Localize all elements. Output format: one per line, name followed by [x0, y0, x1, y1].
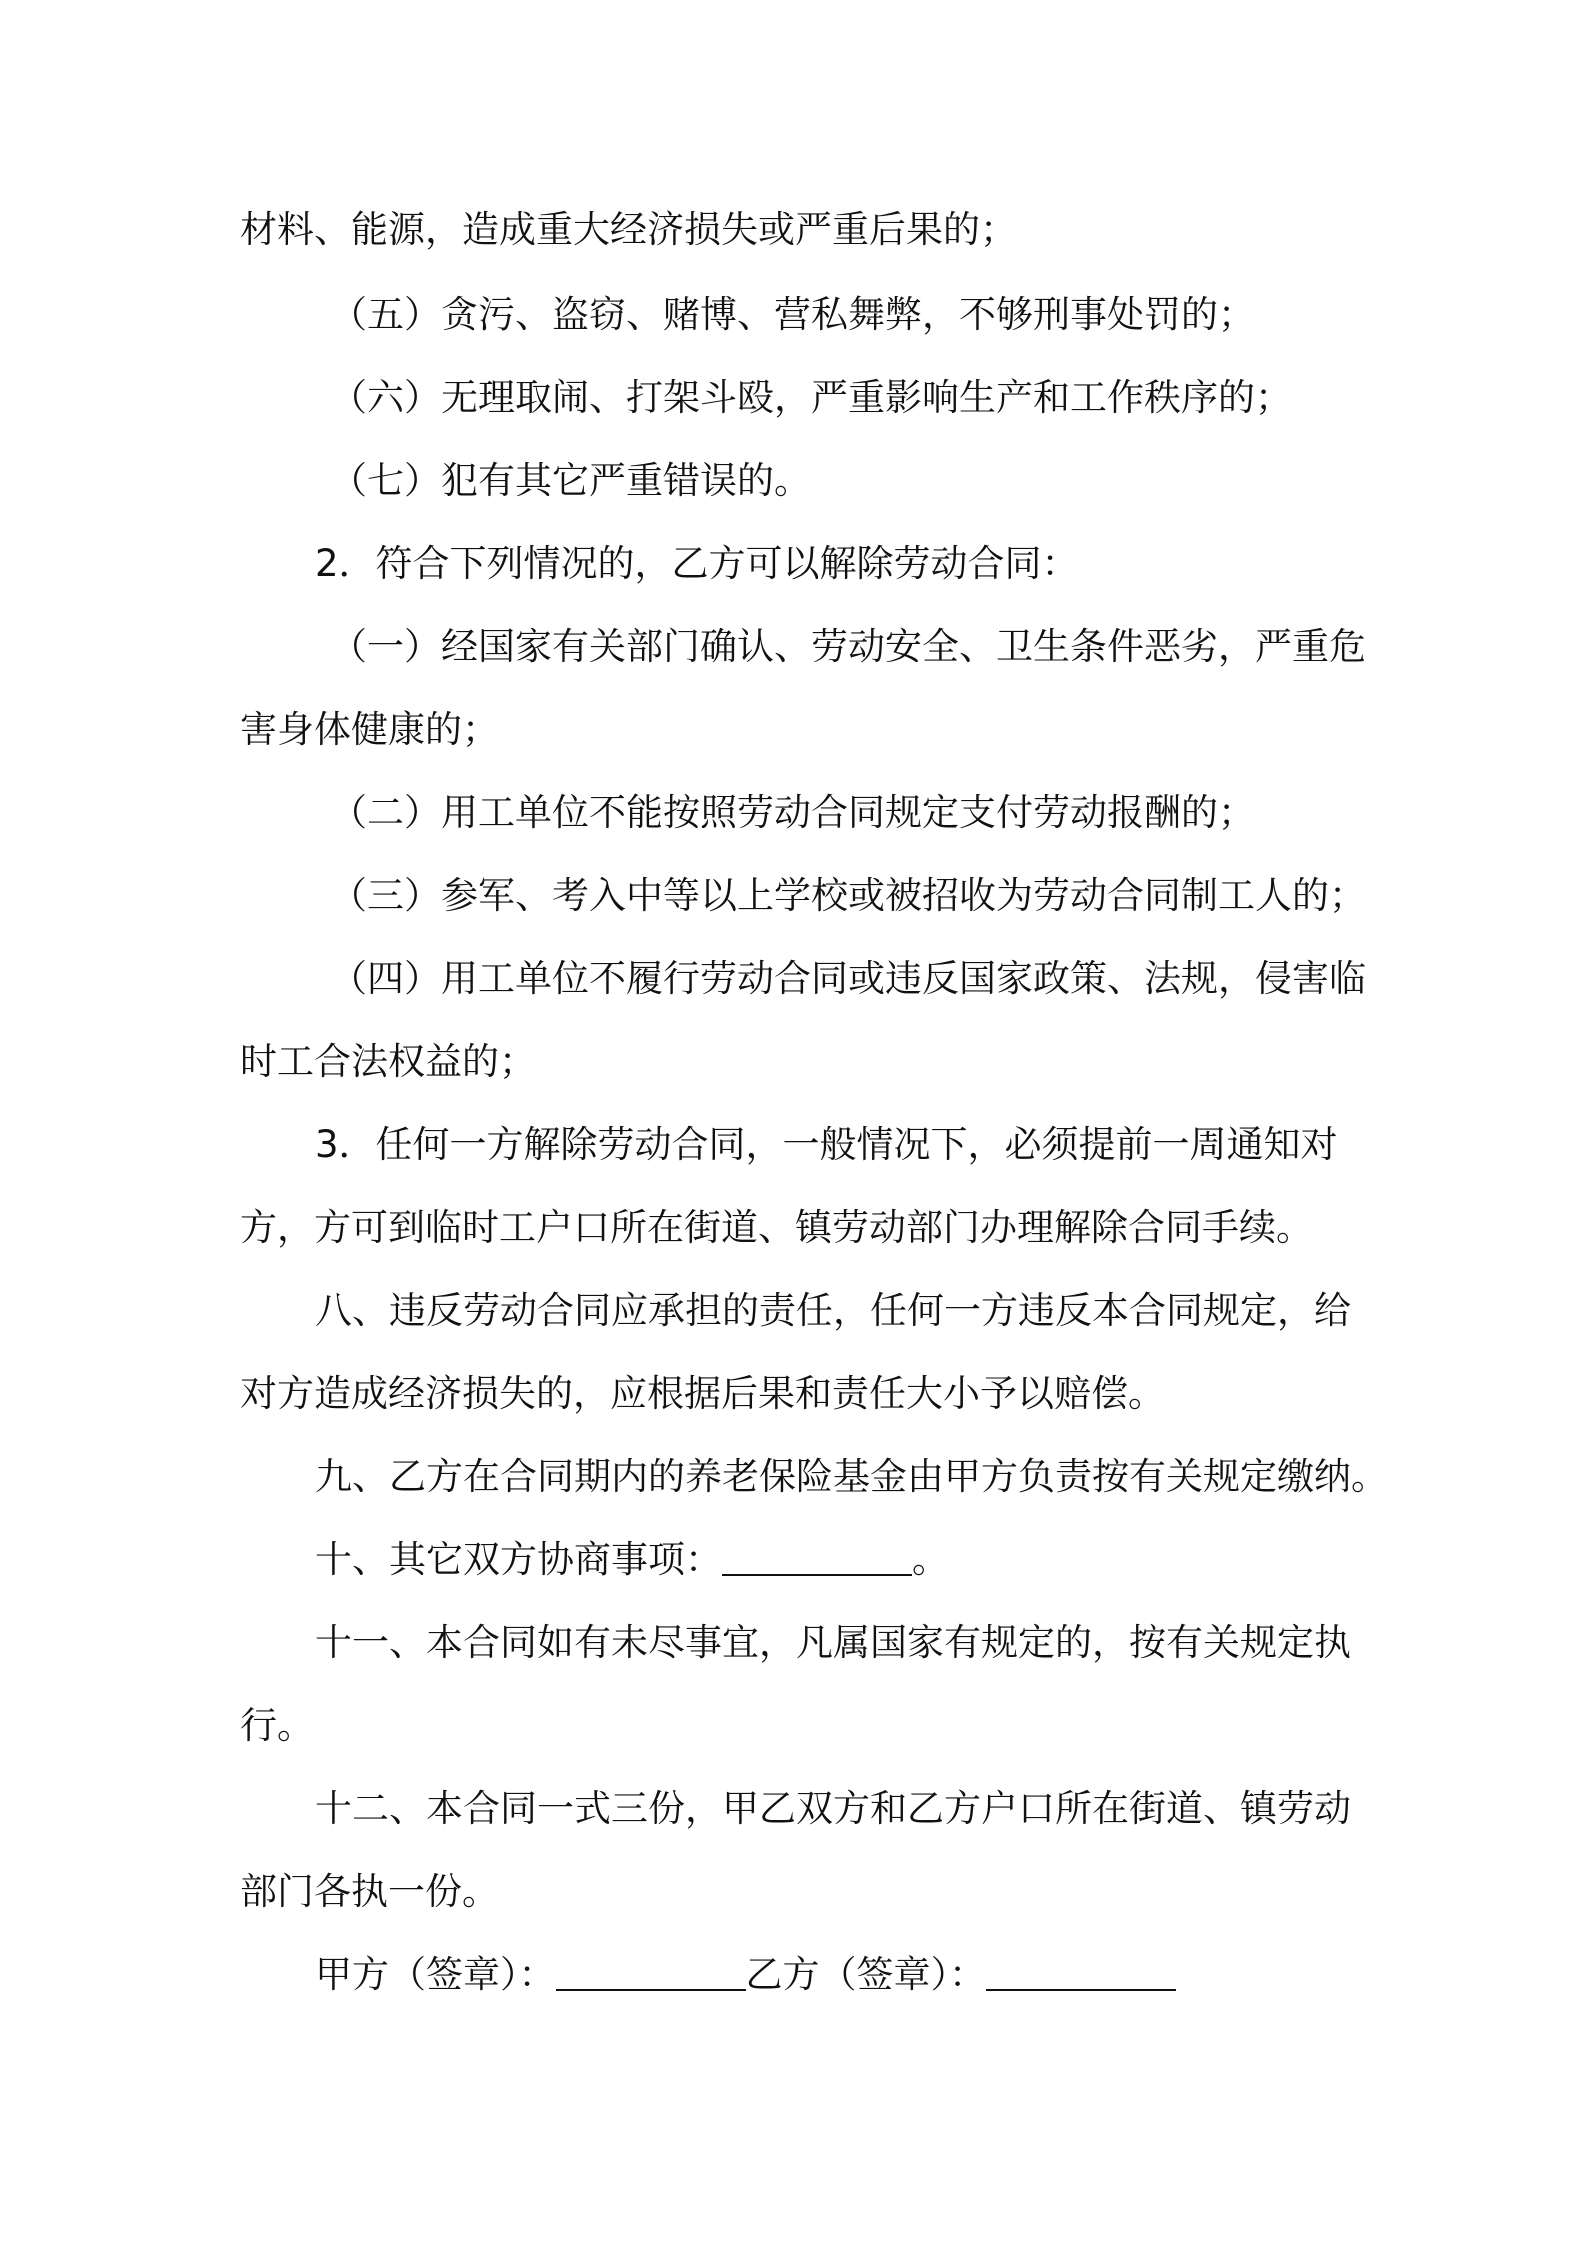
party-b-signature-blank[interactable]	[986, 1955, 1176, 1991]
text-line: （六）无理取闹、打架斗殴，严重影响生产和工作秩序的；	[330, 376, 1292, 419]
text-line: 十一、本合同如有未尽事宜，凡属国家有规定的，按有关规定执	[315, 1621, 1351, 1664]
text-line: （三）参军、考入中等以上学校或被招收为劳动合同制工人的；	[330, 874, 1366, 917]
other-matters-line	[315, 1535, 1445, 1585]
text-line: （四）用工单位不履行劳动合同或违反国家政策、法规，侵害临	[330, 957, 1366, 1000]
text-line: 对方造成经济损失的，应根据后果和责任大小予以赔偿。	[240, 1372, 1165, 1415]
text-line: 八、违反劳动合同应承担的责任，任何一方违反本合同规定，给	[315, 1289, 1351, 1332]
text-line: （五）贪污、盗窃、赌博、营私舞弊，不够刑事处罚的；	[330, 293, 1255, 336]
text-line: （七）犯有其它严重错误的。	[330, 459, 811, 502]
party-a-signature-label: 甲方（签章）：	[315, 1953, 556, 1996]
party-a-signature-blank[interactable]	[556, 1955, 746, 1991]
text-line: 九、乙方在合同期内的养老保险基金由甲方负责按有关规定缴纳。	[315, 1455, 1388, 1498]
text-line: 2．符合下列情况的，乙方可以解除劳动合同：	[315, 542, 1079, 585]
text-line: 材料、能源，造成重大经济损失或严重后果的；	[240, 208, 1017, 251]
signature-line	[315, 1950, 1445, 2000]
text-line: （一）经国家有关部门确认、劳动安全、卫生条件恶劣，严重危	[330, 625, 1366, 668]
text-line: 行。	[240, 1704, 314, 1747]
text-line: 时工合法权益的；	[240, 1040, 536, 1083]
text-line: （二）用工单位不能按照劳动合同规定支付劳动报酬的；	[330, 791, 1255, 834]
text-line: 3．任何一方解除劳动合同，一般情况下，必须提前一周通知对	[315, 1123, 1338, 1166]
party-b-signature-label: 乙方（签章）：	[745, 1953, 986, 1996]
text-line: 十二、本合同一式三份，甲乙双方和乙方户口所在街道、镇劳动	[315, 1787, 1351, 1830]
line-end-mark: 。	[912, 1538, 949, 1581]
text-line: 害身体健康的；	[240, 708, 499, 751]
other-matters-label: 十、其它双方协商事项：	[315, 1538, 722, 1581]
fill-in-blank[interactable]	[722, 1540, 912, 1576]
text-line: 部门各执一份。	[240, 1870, 499, 1913]
text-line: 方，方可到临时工户口所在街道、镇劳动部门办理解除合同手续。	[240, 1206, 1313, 1249]
